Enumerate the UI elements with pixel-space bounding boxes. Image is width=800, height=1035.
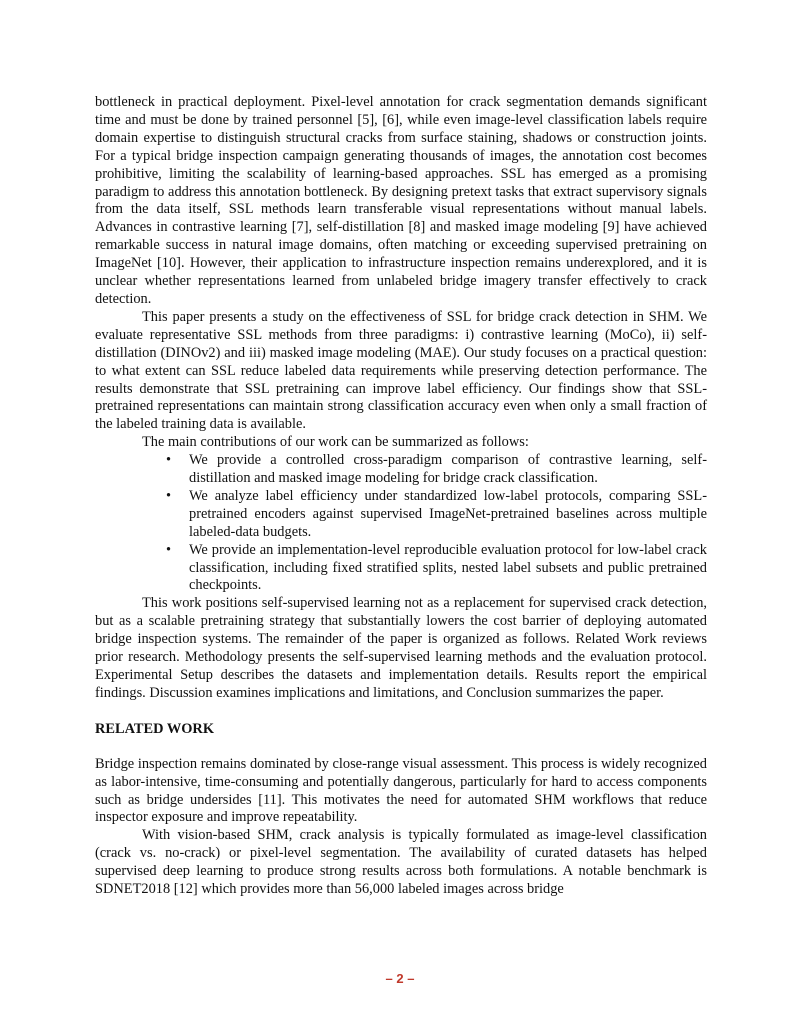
paper-page-body [95,94,707,899]
bullet-icon: • [166,487,172,504]
list-item [166,487,707,542]
intro-paragraph-4: This work positions self-supervised learning not as a replacement for supervised crack detection, but as a scalable pretraining strategy that substantially lowers the cost barrier of deploying automated bridge inspection systems. The remainder of the paper is organized as follows. Related Work reviews prior research. Methodology presents the self-supervised learning methods and the evaluation protocol. Experimental Setup describes the datasets and implementation details. Results report the empirical findings. Discussion examines implications and limitations, and Conclusion summarizes the paper. [95,595,707,701]
section-heading-related-work: RELATED WORK [95,720,215,737]
intro-paragraph-2: This paper presents a study on the effectiveness of SSL for bridge crack detection in SHM. We evaluate representative SSL methods from three paradigms: i) contrastive learning (MoCo), ii) self-distillation (DINOv2) and iii) masked image modeling (MAE). Our study focuses on a practical question: to what extent can SSL reduce labeled data requirements while preserving detection performance. The results demonstrate that SSL pretraining can improve label efficiency. Our findings show that SSL-pretrained representations can maintain strong classification accuracy even when only a small fraction of the labeled training data is available. [95,308,707,433]
list-item [166,541,707,596]
page-number: – 2 – [385,971,415,986]
contributions-list [95,452,707,595]
contribution-text: We analyze label efficiency under standardized low-label protocols, comparing SSL-pretrained encoders against supervised ImageNet-pretrained baselines across multiple labeled-data budgets. [189,487,707,540]
intro-paragraph-1: bottleneck in practical deployment. Pixel-level annotation for crack segmentation demands significant time and must be done by trained personnel [5], [6], while even image-level classification labels require domain expertise to distinguish structural cracks from surface staining, shadows or construction joints. For a typical bridge inspection campaign generating thousands of images, the annotation cost becomes prohibitive, limiting the scalability of learning-based approaches. SSL has emerged as a promising paradigm to address this annotation bottleneck. By designing pretext tasks that extract supervisory signals from the data itself, SSL methods learn transferable visual representations without manual labels. Advances in contrastive learning [7], self-distillation [8] and masked image modeling [9] have achieved remarkable success in natural image domains, often matching or exceeding supervised pretraining on ImageNet [10]. However, their application to infrastructure inspection remains underexplored, and it is unclear whether representations learned from unlabeled bridge imagery transfer effectively to crack detection. [95,94,707,307]
intro-paragraph-3: The main contributions of our work can be summarized as follows: [142,434,529,451]
related-work-paragraph-2: With vision-based SHM, crack analysis is typically formulated as image-level classification (crack vs. no-crack) or pixel-level segmentation. The availability of curated datasets has helped supervised deep learning to produce strong results across both formulations. A notable benchmark is SDNET2018 [12] which provides more than 56,000 labeled images across bridge [95,827,707,898]
bullet-icon: • [166,541,172,558]
bullet-icon: • [166,452,172,469]
related-work-paragraph-1: Bridge inspection remains dominated by close-range visual assessment. This process is widely recognized as labor-intensive, time-consuming and potentially dangerous, particularly for hard to access components such as bridge undersides [11]. This motivates the need for automated SHM workflows that reduce inspector exposure and improve repeatability. [95,755,707,826]
contribution-text: We provide a controlled cross-paradigm comparison of contrastive learning, self-distillation and masked image modeling for bridge crack classification. [189,452,707,487]
list-item [166,452,707,488]
contribution-text: We provide an implementation-level reproducible evaluation protocol for low-label crack classification, including fixed stratified splits, nested label subsets and public pretrained checkpoints. [189,541,707,594]
